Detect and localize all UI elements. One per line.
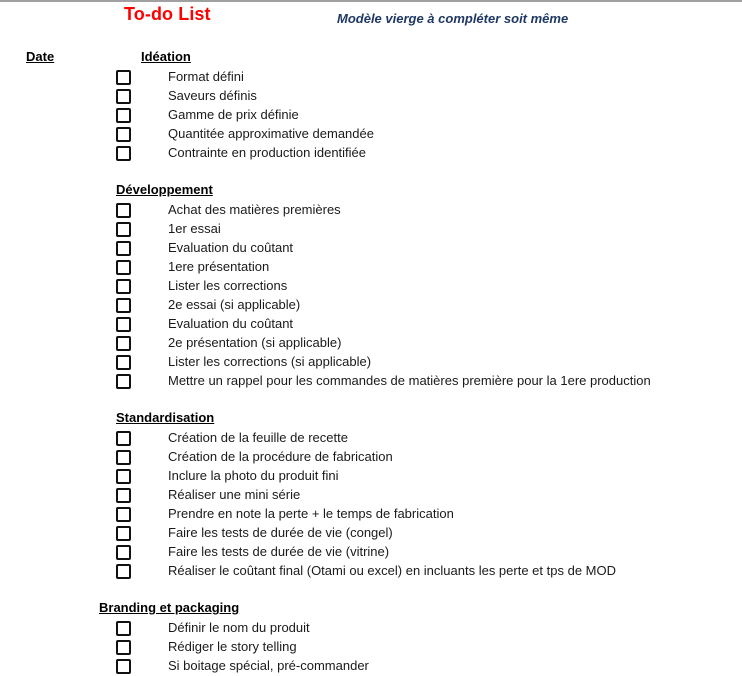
checkbox[interactable]: [116, 298, 131, 313]
checkbox[interactable]: [116, 146, 131, 161]
checkbox[interactable]: [116, 507, 131, 522]
todo-item-label: Evaluation du coûtant: [168, 240, 294, 255]
todo-item-label: 2e présentation (si applicable): [168, 335, 342, 350]
checkbox[interactable]: [116, 89, 131, 104]
checkbox[interactable]: [116, 526, 131, 541]
section-heading-developpement: Développement: [116, 182, 213, 197]
checkbox[interactable]: [116, 203, 131, 218]
todo-item-label: Inclure la photo du produit fini: [168, 468, 339, 483]
checkbox[interactable]: [116, 450, 131, 465]
checkbox[interactable]: [116, 374, 131, 389]
todo-item-label: Evaluation du coûtant: [168, 316, 294, 331]
todo-item-label: Mettre un rappel pour les commandes de matières première pour la 1ere production: [168, 373, 651, 388]
todo-item-label: Lister les corrections: [168, 278, 288, 293]
todo-item-label: Achat des matières premières: [168, 202, 341, 217]
checkbox[interactable]: [116, 127, 131, 142]
page-title: To-do List: [124, 4, 211, 24]
todo-item-label: 1ere présentation: [168, 259, 270, 274]
checkbox[interactable]: [116, 640, 131, 655]
todo-item-label: Quantitée approximative demandée: [168, 126, 374, 141]
checkbox[interactable]: [116, 241, 131, 256]
todo-item-label: Rédiger le story telling: [168, 639, 297, 654]
todo-item-label: Format défini: [168, 69, 244, 84]
section-heading-branding-packaging: Branding et packaging: [99, 600, 240, 615]
todo-item-label: Faire les tests de durée de vie (vitrine): [168, 544, 390, 559]
checkbox[interactable]: [116, 431, 131, 446]
checkbox[interactable]: [116, 355, 131, 370]
todo-item-label: Faire les tests de durée de vie (congel): [168, 525, 393, 540]
todo-item-label: Saveurs définis: [168, 88, 257, 103]
checkbox[interactable]: [116, 317, 131, 332]
checkbox[interactable]: [116, 336, 131, 351]
todo-item-label: 2e essai (si applicable): [168, 297, 301, 312]
todo-item-label: Contrainte en production identifiée: [168, 145, 367, 160]
top-border-rule: [0, 0, 742, 2]
todo-item-label: Gamme de prix définie: [168, 107, 299, 122]
section-heading-ideation: Idéation: [141, 49, 191, 64]
checkbox[interactable]: [116, 564, 131, 579]
checkbox[interactable]: [116, 545, 131, 560]
checkbox[interactable]: [116, 488, 131, 503]
todo-item-label: Réaliser une mini série: [168, 487, 301, 502]
todo-item-label: Création de la procédure de fabrication: [168, 449, 393, 464]
page-subtitle: Modèle vierge à compléter soit même: [337, 11, 569, 26]
todo-item-label: Définir le nom du produit: [168, 620, 310, 635]
checkbox[interactable]: [116, 279, 131, 294]
todo-item-label: Création de la feuille de recette: [168, 430, 348, 445]
checkbox[interactable]: [116, 70, 131, 85]
todo-item-label: Réaliser le coûtant final (Otami ou excel) en incluants les perte et tps de MOD: [168, 563, 616, 578]
checkbox[interactable]: [116, 222, 131, 237]
checkbox[interactable]: [116, 469, 131, 484]
todo-item-label: 1er essai: [168, 221, 221, 236]
checkbox[interactable]: [116, 621, 131, 636]
date-column-label: Date: [26, 49, 55, 64]
todo-item-label: Si boitage spécial, pré-commander: [168, 658, 369, 673]
checkbox[interactable]: [116, 260, 131, 275]
todo-item-label: Lister les corrections (si applicable): [168, 354, 372, 369]
checkbox[interactable]: [116, 108, 131, 123]
todo-item-label: Prendre en note la perte + le temps de fabrication: [168, 506, 454, 521]
section-heading-standardisation: Standardisation: [116, 410, 215, 425]
checkbox[interactable]: [116, 659, 131, 674]
